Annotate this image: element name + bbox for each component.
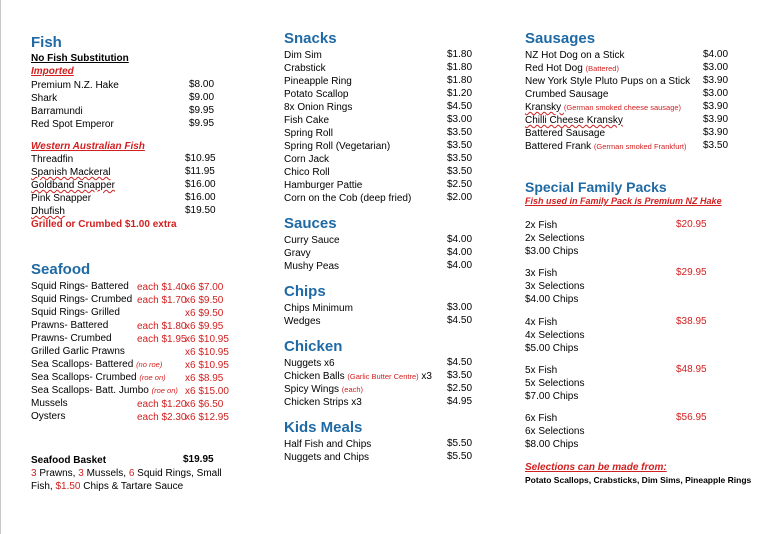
list-item: Prawns- Battered (31, 320, 109, 331)
list-item: Mussels (31, 398, 68, 409)
list-item: NZ Hot Dog on a Stick (525, 50, 625, 61)
item-price: $2.50 (447, 383, 473, 394)
list-item: Chicken Strips x3 (284, 397, 362, 408)
item-price: $16.00 (185, 192, 216, 203)
item-price: $3.00 (447, 114, 473, 125)
list-item (284, 383, 363, 396)
item-note: (German smoked Frankfurt) (593, 142, 687, 151)
item-price: $3.90 (703, 114, 729, 125)
grilled-crumbed-note: Grilled or Crumbed $1.00 extra (31, 219, 177, 230)
pack-price: $38.95 (676, 316, 707, 327)
basket-text: Squid Rings, Small (134, 468, 222, 479)
list-item: Corn on the Cob (deep fried) (284, 193, 412, 204)
item-price: $3.50 (447, 166, 473, 177)
item-price: $4.50 (447, 315, 473, 326)
list-item: Squid Rings- Grilled (31, 307, 120, 318)
list-item: Curry Sauce (284, 235, 340, 246)
item-price: $19.50 (185, 205, 216, 216)
pack-line: 5x Fish (525, 365, 558, 376)
list-item: Premium N.Z. Hake (31, 80, 119, 91)
pack-price: $56.95 (676, 412, 707, 423)
pack-line: $8.00 Chips (525, 439, 579, 450)
chicken-heading: Chicken (284, 338, 343, 355)
list-item: Sea Scallops- Crumbed (31, 372, 137, 383)
chips-heading: Chips (284, 283, 326, 300)
list-item: Shark (31, 93, 58, 104)
list-item: Threadfin (31, 154, 74, 165)
no-substitution-note: No Fish Substitution (31, 53, 129, 64)
item-price: $4.50 (447, 101, 473, 112)
list-item (525, 114, 623, 127)
pack-line: $4.00 Chips (525, 294, 579, 305)
basket-count: 6 (128, 468, 135, 479)
each-price: each $1.20 (137, 399, 187, 410)
pack-line: 2x Selections (525, 233, 585, 244)
item-price: $9.95 (189, 105, 215, 116)
seafood-heading: Seafood (31, 261, 91, 278)
item-price: $3.50 (703, 140, 729, 151)
x6-price: x6 $12.95 (185, 412, 229, 423)
x6-price: x6 $7.00 (185, 282, 224, 293)
basket-text: Fish, (31, 481, 56, 492)
item-price: $4.00 (447, 260, 473, 271)
list-item: Barramundi (31, 106, 83, 117)
list-item: Dim Sim (284, 50, 322, 61)
each-price: each $1.70 (137, 295, 187, 306)
item-price: $3.00 (703, 88, 729, 99)
basket-text: Mussels, (83, 468, 129, 479)
pack-line: 3x Selections (525, 281, 585, 292)
item-price: $3.50 (447, 127, 473, 138)
pack-line: $5.00 Chips (525, 343, 579, 354)
list-item: Chips Minimum (284, 303, 353, 314)
item-price: $5.50 (447, 451, 473, 462)
item-price: $3.90 (703, 101, 729, 112)
item-price: $4.00 (447, 247, 473, 258)
basket-text: Chips & Tartare Sauce (80, 481, 184, 492)
item-name: Battered Frank (525, 141, 594, 152)
x6-price: x6 $9.95 (185, 321, 224, 332)
page-edge (0, 0, 1, 534)
list-item: Spring Roll (284, 128, 333, 139)
item-price: $3.90 (703, 127, 729, 138)
item-note: (Battered) (585, 64, 619, 73)
seafood-basket-desc-line2 (31, 480, 183, 493)
fish-heading: Fish (31, 34, 62, 51)
pack-line: 6x Selections (525, 426, 585, 437)
item-price: $1.80 (447, 49, 473, 60)
imported-heading: Imported (31, 66, 74, 77)
family-packs-subtitle: Fish used in Family Pack is Premium NZ Hake (525, 196, 722, 206)
pack-price: $29.95 (676, 267, 707, 278)
item-name: Kransky (525, 102, 564, 113)
item-price: $1.80 (447, 75, 473, 86)
list-item: Wedges (284, 316, 321, 327)
list-item: Half Fish and Chips (284, 439, 372, 450)
item-price: $11.95 (185, 166, 215, 177)
item-name: Chilli Cheese Kransky (525, 115, 623, 126)
list-item: Crabstick (284, 63, 326, 74)
item-price: $16.00 (185, 179, 216, 190)
list-item: Potato Scallop (284, 89, 349, 100)
item-price: $4.95 (447, 396, 473, 407)
list-item: Squid Rings- Crumbed (31, 294, 133, 305)
x6-price: x6 $6.50 (185, 399, 224, 410)
item-note: (Garlic Butter Centre) (347, 372, 419, 381)
list-item: Sea Scallops- Batt. Jumbo (31, 385, 149, 396)
item-price: $3.00 (703, 62, 729, 73)
seafood-basket-price: $19.95 (183, 454, 214, 465)
snacks-heading: Snacks (284, 30, 337, 47)
family-packs-heading: Special Family Packs (525, 179, 667, 195)
item-price: $1.80 (447, 62, 473, 73)
item-name: Spicy Wings (284, 384, 342, 395)
pack-line: 3x Fish (525, 268, 558, 279)
item-price: $3.00 (447, 302, 473, 313)
item-note: (roe on) (151, 386, 178, 395)
item-price: $9.00 (189, 92, 215, 103)
item-note: (no roe) (136, 360, 163, 369)
list-item: Oysters (31, 411, 66, 422)
each-price: each $1.40 (137, 282, 187, 293)
list-item: Dhufish (31, 206, 65, 217)
list-item: Battered Sausage (525, 128, 606, 139)
basket-count: 3 (78, 468, 84, 479)
item-price: $4.00 (703, 49, 729, 60)
item-price: $2.00 (447, 192, 473, 203)
item-price: $5.50 (447, 438, 473, 449)
x6-price: x6 $8.95 (185, 373, 224, 384)
x6-price: x6 $10.95 (185, 347, 229, 358)
sauces-heading: Sauces (284, 215, 337, 232)
list-item (525, 62, 619, 75)
item-price: $4.00 (447, 234, 473, 245)
list-item: Grilled Garlic Prawns (31, 346, 125, 357)
pack-price: $48.95 (676, 364, 707, 375)
list-item: Crumbed Sausage (525, 89, 609, 100)
list-item: Hamburger Pattie (284, 180, 363, 191)
basket-chips-price: $1.50 (55, 481, 81, 492)
list-item: Pink Snapper (31, 193, 92, 204)
list-item (525, 140, 686, 153)
item-name: Chicken Balls (284, 371, 348, 382)
list-item: Spring Roll (Vegetarian) (284, 141, 391, 152)
x6-price: x6 $10.95 (185, 360, 229, 371)
each-price: each $2.30 (137, 412, 187, 423)
list-item: New York Style Pluto Pups on a Stick (525, 76, 691, 87)
list-item: Nuggets and Chips (284, 452, 370, 463)
item-note: (roe on) (139, 373, 166, 382)
item-price: $3.90 (703, 75, 729, 86)
pack-line: $3.00 Chips (525, 246, 579, 257)
list-item: Spanish Mackeral (31, 167, 111, 178)
list-item: Nuggets x6 (284, 358, 335, 369)
item-price: $8.00 (189, 79, 215, 90)
list-item: Gravy (284, 248, 311, 259)
item-price: $1.20 (447, 88, 473, 99)
each-price: each $1.95 (137, 334, 187, 345)
item-price: $3.50 (447, 153, 473, 164)
item-price: $3.50 (447, 370, 473, 381)
list-item: Squid Rings- Battered (31, 281, 129, 292)
list-item: Chico Roll (284, 167, 330, 178)
item-price: $2.50 (447, 179, 473, 190)
list-item: Goldband Snapper (31, 180, 115, 191)
x6-price: x6 $9.50 (185, 295, 224, 306)
item-suffix: x3 (418, 371, 432, 382)
item-price: $9.95 (189, 118, 215, 129)
list-item: Corn Jack (284, 154, 330, 165)
item-name: Red Hot Dog (525, 63, 586, 74)
kids-meals-heading: Kids Meals (284, 419, 363, 436)
item-price: $3.50 (447, 140, 473, 151)
item-price: $10.95 (185, 153, 216, 164)
item-price: $4.50 (447, 357, 473, 368)
pack-line: 4x Fish (525, 317, 558, 328)
pack-line: 2x Fish (525, 220, 558, 231)
selections-list: Potato Scallops, Crabsticks, Dim Sims, Pineapple Rings (525, 475, 752, 485)
x6-price: x6 $9.50 (185, 308, 224, 319)
list-item: Red Spot Emperor (31, 119, 114, 130)
seafood-basket-name: Seafood Basket (31, 455, 107, 466)
pack-price: $20.95 (676, 219, 707, 230)
basket-text: Prawns, (36, 468, 79, 479)
seafood-basket-desc-line1 (31, 467, 222, 480)
wa-fish-heading: Western Australian Fish (31, 141, 145, 152)
x6-price: x6 $15.00 (185, 386, 229, 397)
list-item: Mushy Peas (284, 261, 340, 272)
list-item (284, 370, 432, 383)
pack-line: 4x Selections (525, 330, 585, 341)
list-item: Sea Scallops- Battered (31, 359, 134, 370)
selections-heading: Selections can be made from: (525, 462, 667, 473)
x6-price: x6 $10.95 (185, 334, 229, 345)
pack-line: $7.00 Chips (525, 391, 579, 402)
pack-line: 5x Selections (525, 378, 585, 389)
pack-line: 6x Fish (525, 413, 558, 424)
each-price: each $1.80 (137, 321, 187, 332)
basket-count: 3 (31, 468, 37, 479)
list-item: 8x Onion Rings (284, 102, 353, 113)
list-item (525, 101, 681, 114)
list-item: Prawns- Crumbed (31, 333, 112, 344)
item-note: (German smoked cheese sausage) (563, 103, 682, 112)
item-note: (each) (341, 385, 364, 394)
sausages-heading: Sausages (525, 30, 596, 47)
list-item: Fish Cake (284, 115, 330, 126)
list-item: Pineapple Ring (284, 76, 352, 87)
